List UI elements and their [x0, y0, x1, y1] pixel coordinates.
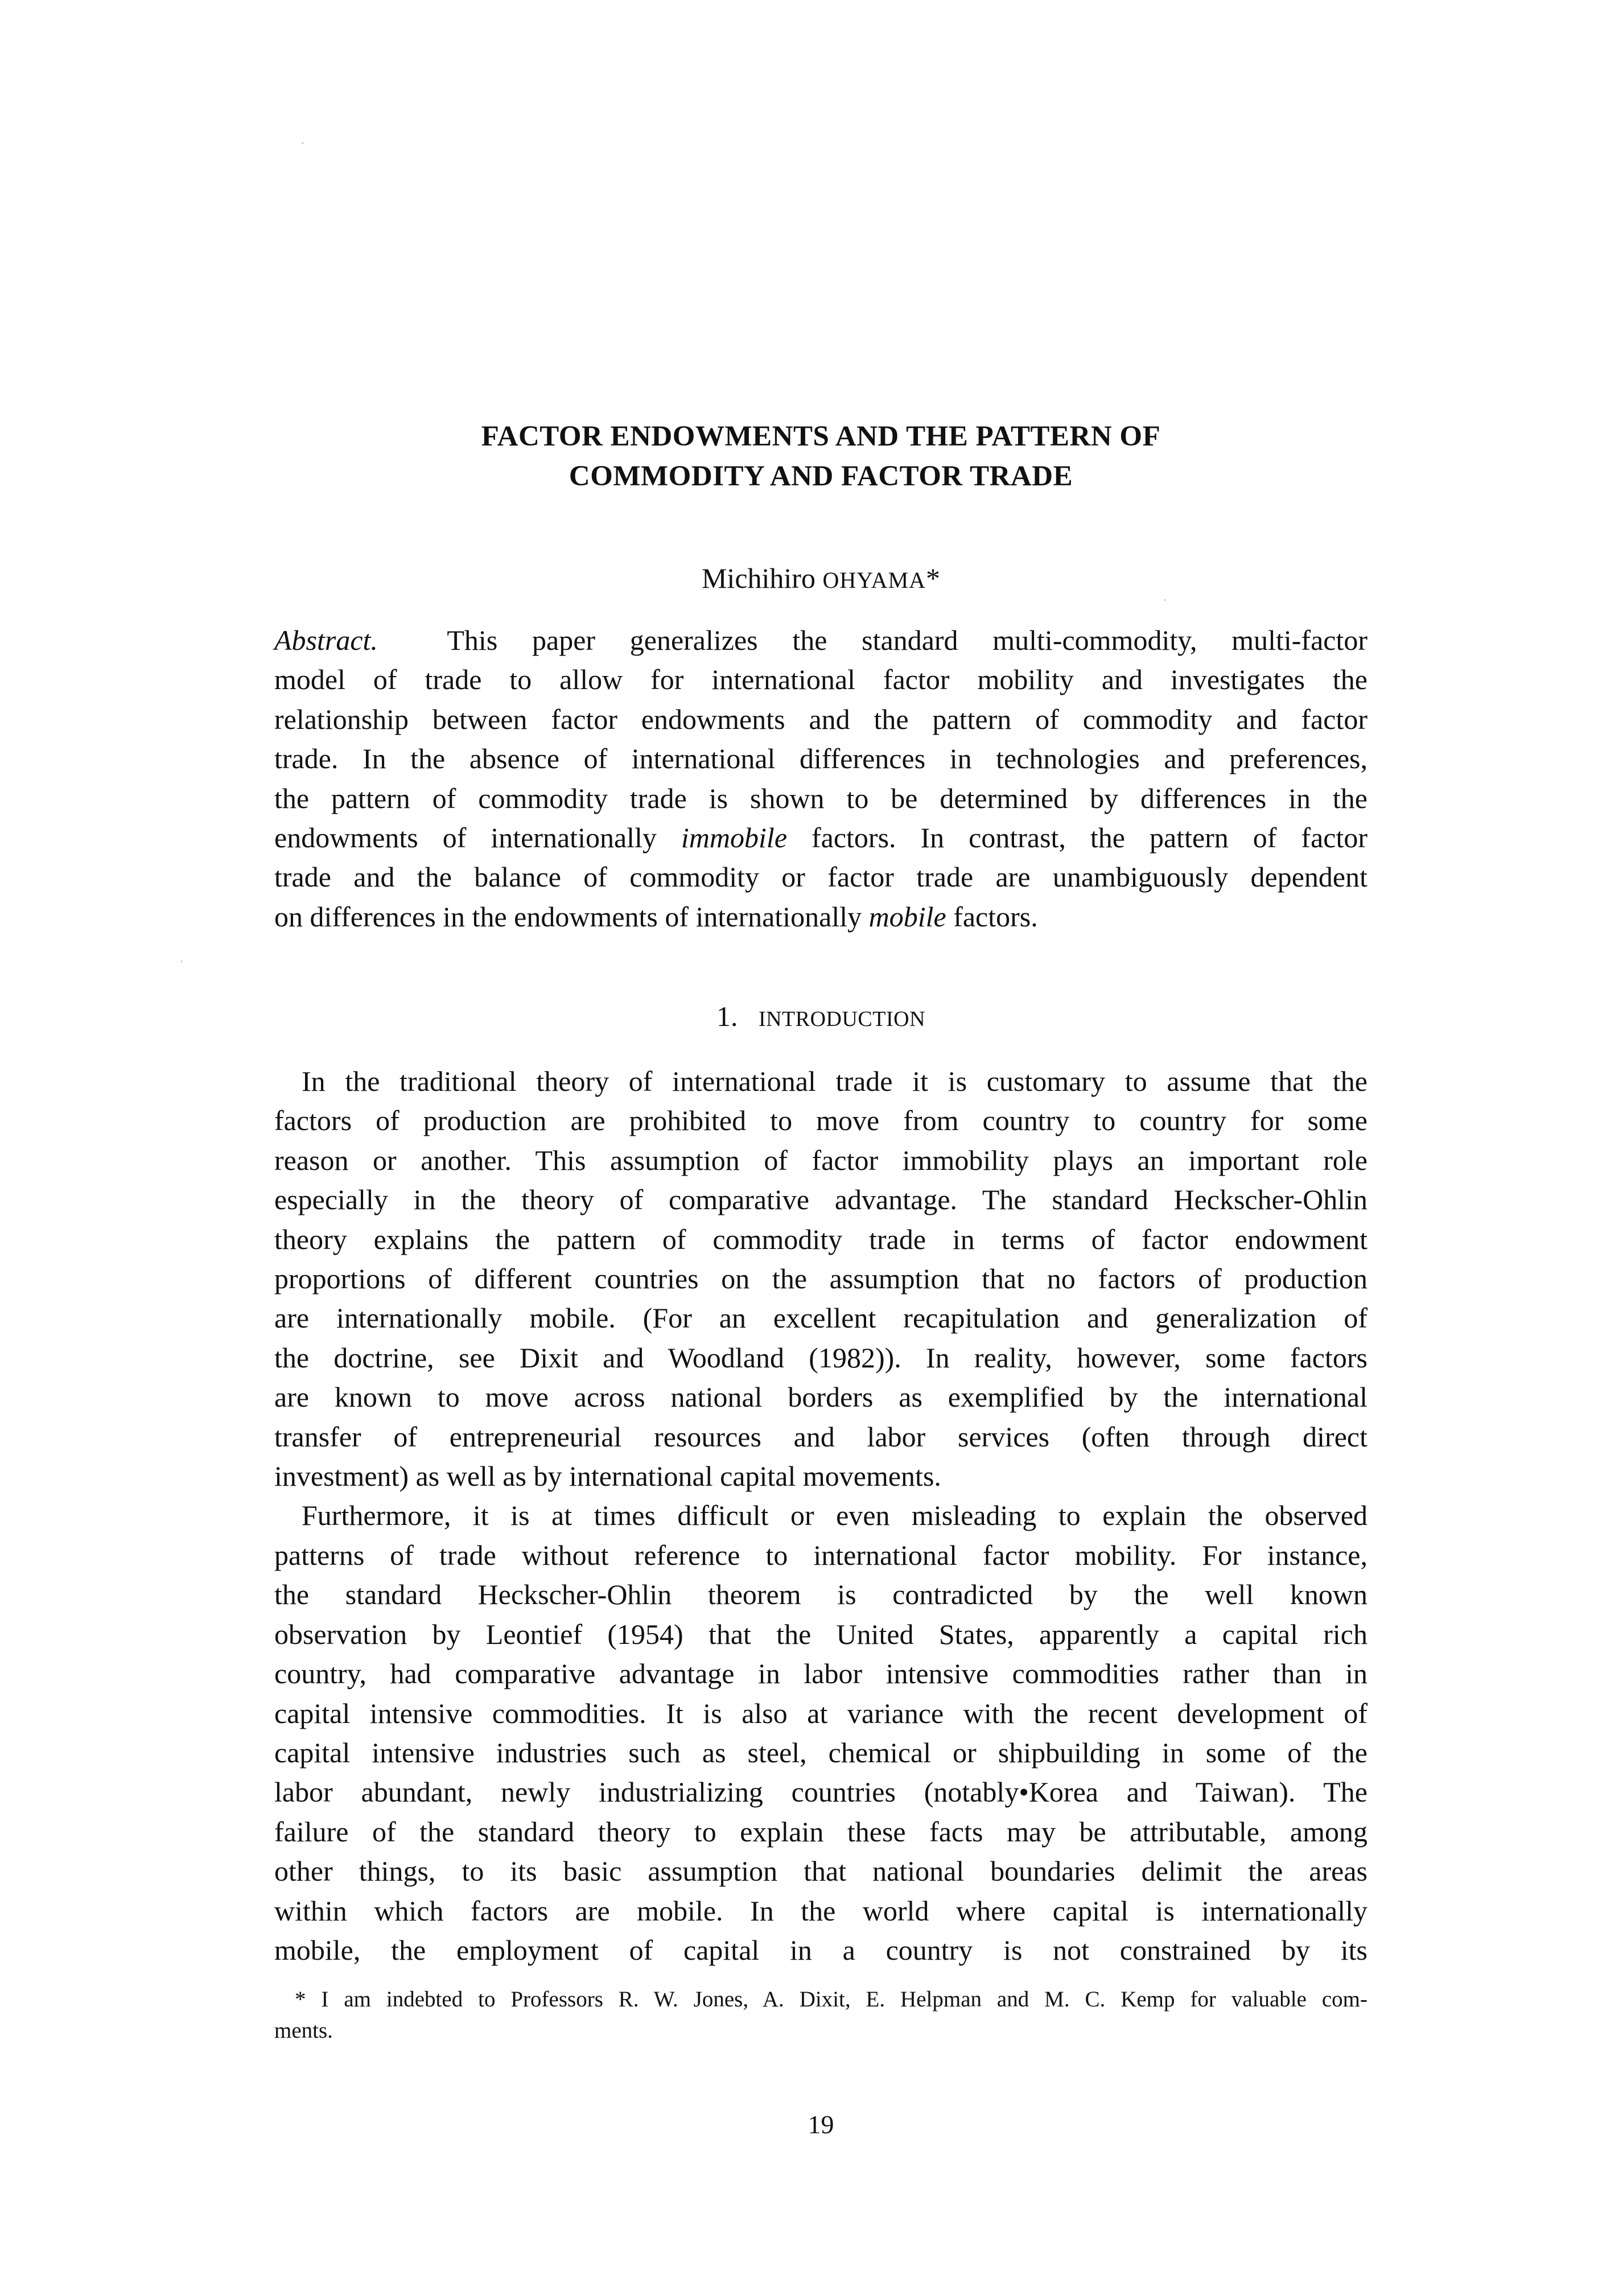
- paragraph-line: labor abundant, newly industrializing countries (notably•Korea and Taiwan). The: [274, 1776, 1367, 1808]
- paragraph-line: failure of the standard theory to explain these facts may be attributable, among: [274, 1815, 1367, 1848]
- footnote-line: * I am indebted to Professors R. W. Jones, A. Dixit, E. Helpman and M. C. Kemp for valuable com-: [295, 1987, 1367, 2011]
- paragraph-line: observation by Leontief (1954) that the United States, apparently a capital rich: [274, 1618, 1367, 1650]
- paragraph-line: proportions of different countries on the assumption that no factors of production: [274, 1263, 1367, 1295]
- author-footnote-marker: *: [926, 562, 941, 594]
- scan-speck: [1164, 599, 1165, 601]
- paragraph-line: the doctrine, see Dixit and Woodland (1982)). In reality, however, some factors: [274, 1341, 1367, 1374]
- emphasis-mobile: mobile: [868, 900, 946, 933]
- abstract-line: endowments of internationally immobile factors. In contrast, the pattern of factor: [274, 822, 1367, 854]
- introduction-body: [274, 1062, 1367, 1970]
- footnote: [274, 1984, 1367, 2046]
- page-number: 19: [808, 2110, 834, 2139]
- section-title: INTRODUCTION: [758, 1007, 926, 1031]
- paragraph-line: Furthermore, it is at times difficult or even misleading to explain the observed: [302, 1499, 1367, 1532]
- author-family-name: OHYAMA: [822, 567, 926, 593]
- title-line: COMMODITY AND FACTOR TRADE: [569, 460, 1073, 492]
- title-line: FACTOR ENDOWMENTS AND THE PATTERN OF: [481, 421, 1161, 452]
- paragraph-line: country, had comparative advantage in labor intensive commodities rather than in: [274, 1658, 1367, 1690]
- abstract-line: on differences in the endowments of internationally mobile factors.: [274, 900, 1038, 933]
- paragraph-line: the standard Heckscher-Ohlin theorem is contradicted by the well known: [274, 1578, 1367, 1611]
- paragraph-line: theory explains the pattern of commodity trade in terms of factor endowment: [274, 1223, 1367, 1255]
- scan-speck: [302, 142, 303, 144]
- paragraph-line: capital intensive commodities. It is also at variance with the recent development of: [274, 1697, 1367, 1729]
- author-byline: [274, 561, 1367, 597]
- paragraph-line: In the traditional theory of international trade it is customary to assume that the: [302, 1065, 1367, 1097]
- scan-speck: [181, 961, 182, 962]
- author-given-name: Michihiro: [701, 562, 815, 594]
- paragraph-line: especially in the theory of comparative advantage. The standard Heckscher-Ohlin: [274, 1184, 1367, 1216]
- paragraph-line: patterns of trade without reference to international factor mobility. For instance,: [274, 1539, 1367, 1571]
- paper-title: [274, 417, 1367, 496]
- abstract-line: relationship between factor endowments and the pattern of commodity and factor: [274, 703, 1367, 735]
- paragraph-line: capital intensive industries such as steel, chemical or shipbuilding in some of the: [274, 1736, 1367, 1769]
- paragraph-line: are internationally mobile. (For an excellent recapitulation and generalization of: [274, 1302, 1367, 1334]
- paragraph-line: are known to move across national borders as exemplified by the international: [274, 1381, 1367, 1413]
- section-heading-introduction: [274, 999, 1367, 1036]
- abstract-label: Abstract.: [274, 624, 378, 656]
- abstract-line: the pattern of commodity trade is shown to be determined by differences in the: [274, 782, 1367, 814]
- paragraph-line: mobile, the employment of capital in a country is not constrained by its: [274, 1934, 1367, 1966]
- paragraph-line: factors of production are prohibited to move from country to country for some: [274, 1104, 1367, 1137]
- abstract: [274, 621, 1367, 937]
- abstract-line: trade and the balance of commodity or factor trade are unambiguously dependent: [274, 861, 1367, 893]
- abstract-line: model of trade to allow for international factor mobility and investigates the: [274, 663, 1367, 696]
- abstract-line: Abstract. This paper generalizes the standard multi-commodity, multi-factor: [274, 624, 1367, 656]
- paragraph-line: within which factors are mobile. In the world where capital is internationally: [274, 1894, 1367, 1927]
- paragraph-line: transfer of entrepreneurial resources and labor services (often through direct: [274, 1420, 1367, 1453]
- footnote-line: ments.: [274, 2018, 333, 2043]
- section-number: 1.: [716, 1000, 738, 1032]
- paragraph-line: investment) as well as by international capital movements.: [274, 1460, 941, 1493]
- abstract-line: trade. In the absence of international differences in technologies and preferences,: [274, 743, 1367, 775]
- paragraph-line: other things, to its basic assumption that national boundaries delimit the areas: [274, 1855, 1367, 1887]
- paragraph-line: reason or another. This assumption of factor immobility plays an important role: [274, 1144, 1367, 1176]
- emphasis-immobile: immobile: [681, 822, 788, 854]
